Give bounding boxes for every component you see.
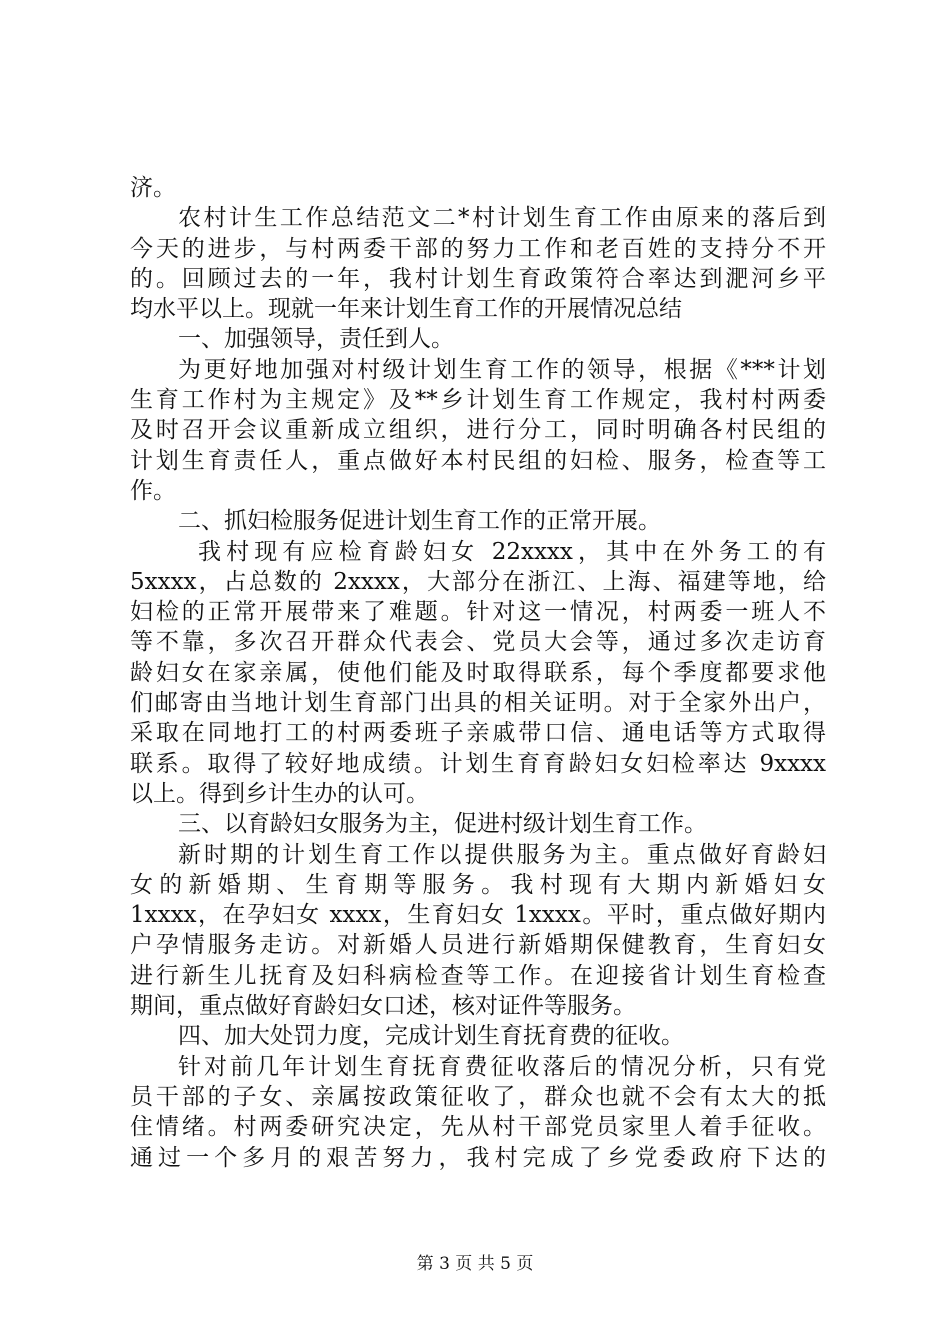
text-line: 5xxxx，占总数的 2xxxx，大部分在浙江、上海、福建等地，给 xyxy=(130,568,826,595)
text-line: 户孕情服务走访。对新婚人员进行新婚期保健教育，生育妇女 xyxy=(130,932,826,959)
text-line: 女的新婚期、生育期等服务。我村现有大期内新婚妇女 xyxy=(130,871,826,898)
text-line: 进行新生儿抚育及妇科病检查等工作。在迎接省计划生育检查 xyxy=(130,962,826,989)
text-line: 们邮寄由当地计划生育部门出具的相关证明。对于全家外出户， xyxy=(130,690,826,717)
text-line: 今天的进步，与村两委干部的努力工作和老百姓的支持分不开 xyxy=(130,235,826,262)
text-line: 住情绪。村两委研究决定，先从村干部党员家里人着手征收。 xyxy=(130,1114,826,1141)
text-line: 济。 xyxy=(130,175,176,201)
text-line: 龄妇女在家亲属，使他们能及时取得联系，每个季度都要求他 xyxy=(130,659,826,686)
text-line: 及时召开会议重新成立组织，进行分工，同时明确各村民组的 xyxy=(130,417,826,444)
text-line: 生育工作村为主规定》及**乡计划生育工作规定，我村村两委 xyxy=(130,387,826,414)
text-line: 计划生育责任人，重点做好本村民组的妇检、服务，检查等工 xyxy=(130,447,826,474)
text-line: 针对前几年计划生育抚育费征收落后的情况分析，只有党 xyxy=(178,1053,826,1080)
text-line: 通过一个多月的艰苦努力，我村完成了乡党委政府下达的 xyxy=(130,1144,826,1171)
text-line: 新时期的计划生育工作以提供服务为主。重点做好育龄妇 xyxy=(178,841,826,868)
document-body xyxy=(130,173,826,1173)
text-line: 三、以育龄妇女服务为主，促进村级计划生育工作。 xyxy=(178,811,707,838)
text-line: 二、抓妇检服务促进计划生育工作的正常开展。 xyxy=(178,508,661,535)
text-line: 妇检的正常开展带来了难题。针对这一情况，村两委一班人不 xyxy=(130,599,826,626)
text-line: 农村计生工作总结范文二*村计划生育工作由原来的落后到 xyxy=(178,205,826,232)
text-line: 期间，重点做好育龄妇女口述，核对证件等服务。 xyxy=(130,993,636,1020)
text-line: 采取在同地打工的村两委班子亲戚带口信、通电话等方式取得 xyxy=(130,720,826,747)
text-line: 以上。得到乡计生办的认可。 xyxy=(130,780,429,807)
text-line: 联系。取得了较好地成绩。计划生育育龄妇女妇检率达 9xxxx xyxy=(130,750,826,777)
text-line: 一、加强领导，责任到人。 xyxy=(178,326,454,353)
text-line: 员干部的子女、亲属按政策征收了，群众也就不会有太大的抵 xyxy=(130,1083,826,1110)
text-line: 均水平以上。现就一年来计划生育工作的开展情况总结 xyxy=(130,296,682,323)
text-line: 为更好地加强对村级计划生育工作的领导，根据《***计划 xyxy=(178,356,826,383)
text-line: 作。 xyxy=(130,477,176,504)
page-number: 第 3 页 共 5 页 xyxy=(416,1254,534,1274)
text-line: 的。回顾过去的一年，我村计划生育政策符合率达到淝河乡平 xyxy=(130,265,826,292)
text-line: 1xxxx，在孕妇女 xxxx，生育妇女 1xxxx。平时，重点做好期内 xyxy=(130,902,826,929)
text-line: 我村现有应检育龄妇女 22xxxx，其中在外务工的有 xyxy=(198,538,826,565)
text-line: 等不靠，多次召开群众代表会、党员大会等，通过多次走访育 xyxy=(130,629,826,656)
text-line: 四、加大处罚力度，完成计划生育抚育费的征收。 xyxy=(178,1023,684,1050)
